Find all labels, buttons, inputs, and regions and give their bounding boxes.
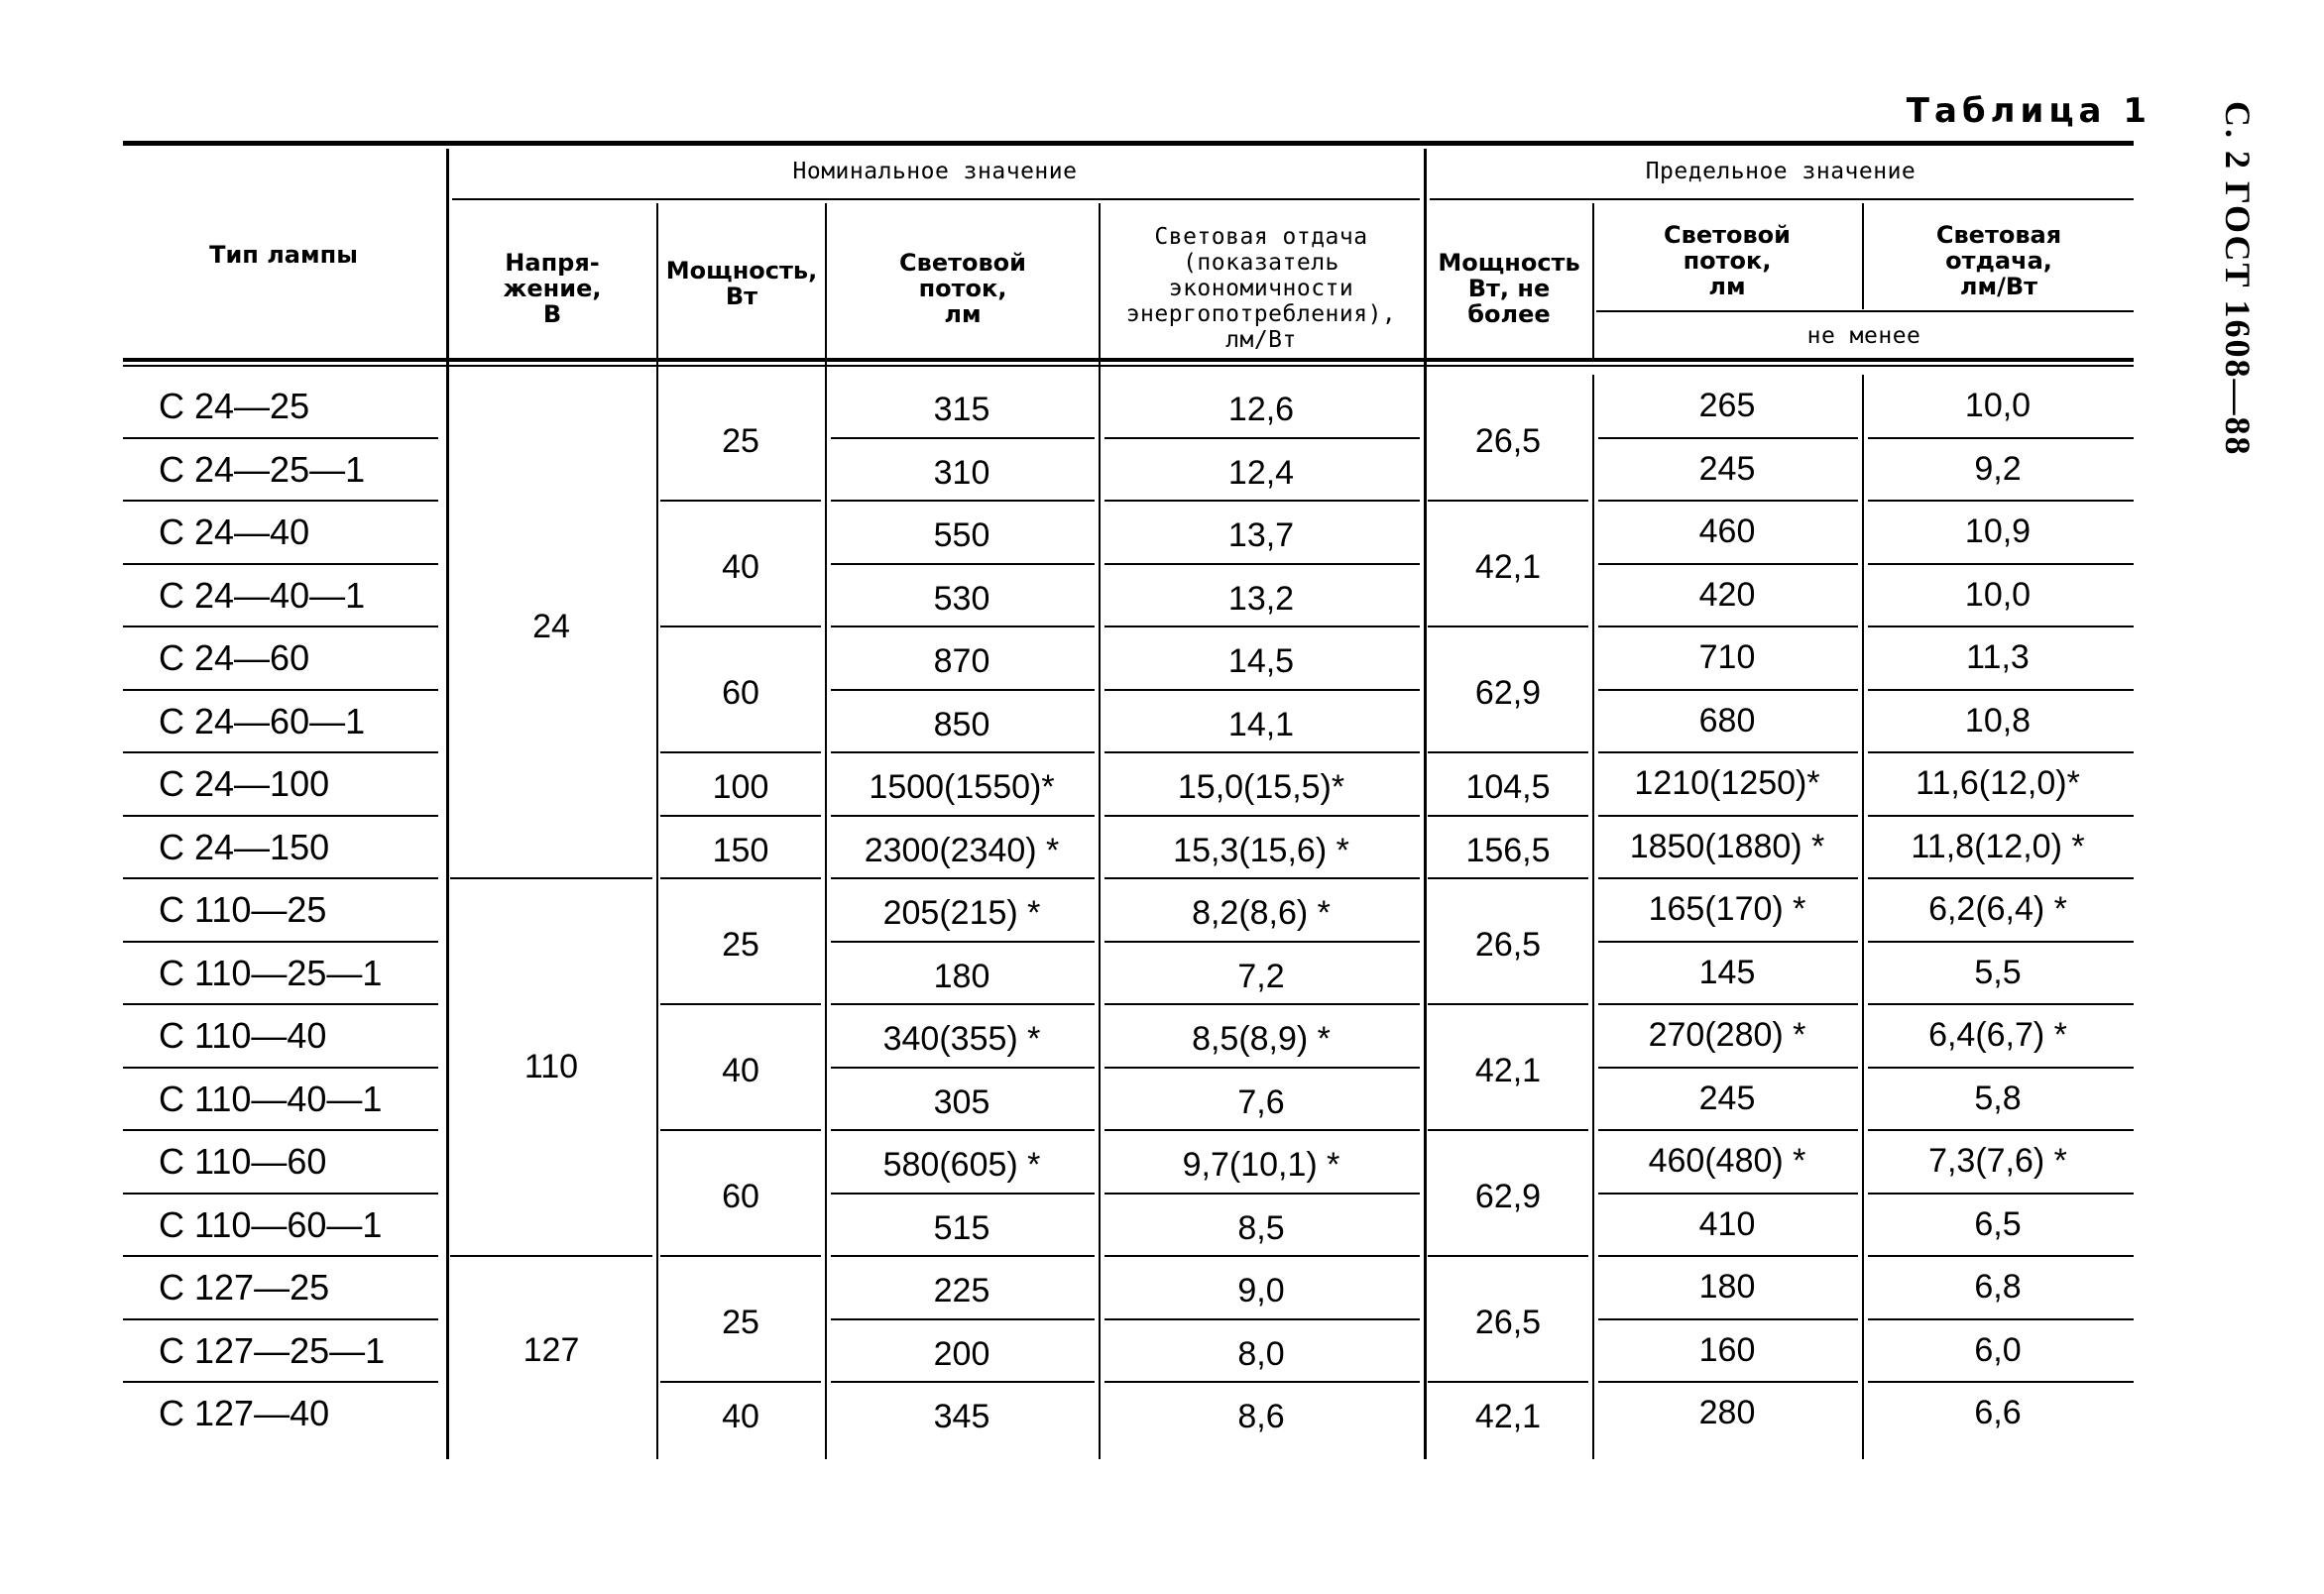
efficacy-cell: 8,5: [1237, 1208, 1285, 1247]
power-max-cell: 62,9: [1474, 1178, 1542, 1215]
efficacy-cell: 8,0: [1237, 1334, 1285, 1373]
efficacy-min-cell: 10,9: [1964, 512, 2032, 550]
rule-efficacy-min-head: [1862, 203, 1864, 309]
power-cell: 25: [722, 422, 759, 460]
power-max-cell: 104,5: [1465, 768, 1551, 806]
header-lamp-type: Тип лампы: [209, 241, 358, 269]
efficacy-cell: 14,5: [1227, 642, 1295, 680]
flux-min-cell: 270(280) *: [1648, 1016, 1806, 1054]
flux-cell: 550: [933, 516, 990, 554]
lamp-type-cell: С 24—40—1: [159, 574, 366, 616]
lamp-type-cell: С 110—25: [159, 889, 327, 930]
header-power: Мощность, Вт: [665, 257, 818, 310]
voltage-cell: 24: [532, 608, 570, 645]
flux-cell: 345: [933, 1398, 990, 1435]
header-nominal: Номинальное значение: [792, 159, 1078, 184]
efficacy-min-cell: 10,0: [1964, 387, 2032, 424]
efficacy-cell: 8,6: [1237, 1398, 1285, 1435]
table-caption: Таблица 1: [1906, 91, 2151, 131]
power-cell: 40: [722, 1052, 759, 1089]
flux-min-cell: 420: [1698, 575, 1756, 614]
flux-cell: 315: [933, 391, 990, 428]
lamp-type-cell: С 24—60—1: [159, 700, 366, 741]
lamp-type-cell: С 24—25: [159, 386, 310, 426]
lamp-type-cell: С 110—25—1: [159, 952, 383, 993]
flux-cell: 2300(2340) *: [864, 831, 1060, 869]
flux-cell: 200: [933, 1334, 990, 1373]
efficacy-min-cell: 6,5: [1974, 1204, 2022, 1243]
voltage-cell: 110: [523, 1048, 579, 1085]
efficacy-cell: 12,4: [1227, 453, 1295, 492]
header-efficacy-min: Световая отдача, лм/Вт: [1935, 221, 2062, 300]
efficacy-min-cell: 10,8: [1964, 701, 2032, 740]
efficacy-cell: 15,0(15,5)*: [1177, 768, 1345, 806]
efficacy-cell: 7,6: [1237, 1082, 1285, 1121]
top-rule: [123, 141, 2134, 146]
efficacy-min-cell: 11,3: [1966, 638, 2030, 676]
power-cell: 25: [722, 1304, 759, 1341]
efficacy-cell: 13,7: [1227, 516, 1295, 554]
efficacy-cell: 13,2: [1227, 579, 1295, 618]
power-cell: 40: [722, 1398, 759, 1435]
header-not-less: не менее: [1806, 323, 1921, 349]
efficacy-min-cell: 11,8(12,0) *: [1911, 827, 2085, 865]
header-power-max: Мощность Вт, не более: [1438, 249, 1580, 328]
flux-min-cell: 1850(1880) *: [1629, 827, 1825, 865]
efficacy-min-cell: 9,2: [1974, 449, 2022, 488]
header-voltage: Напря- жение, В: [503, 249, 602, 328]
rule-flux-min-head: [1592, 203, 1594, 359]
lamp-type-cell: С 110—40—1: [159, 1078, 383, 1119]
efficacy-cell: 8,5(8,9) *: [1192, 1020, 1331, 1058]
flux-min-cell: 245: [1698, 449, 1756, 488]
flux-min-cell: 410: [1698, 1204, 1756, 1243]
header-limit: Предельное значение: [1645, 159, 1917, 184]
flux-min-cell: 145: [1698, 953, 1756, 991]
lamp-type-cell: С 24—25—1: [159, 448, 366, 490]
efficacy-min-cell: 6,2(6,4) *: [1928, 890, 2067, 928]
efficacy-min-cell: 5,8: [1974, 1079, 2022, 1117]
power-max-cell: 26,5: [1474, 1304, 1542, 1341]
flux-min-cell: 680: [1698, 701, 1756, 740]
limit-underline: [1430, 198, 2134, 200]
flux-cell: 580(605) *: [882, 1146, 1041, 1184]
lamp-type-cell: С 110—60: [159, 1141, 327, 1182]
lamp-type-cell: С 127—25—1: [159, 1329, 386, 1371]
voltage-cell: 127: [523, 1331, 580, 1369]
header-bottom-rule: [123, 358, 2134, 362]
power-cell: 150: [712, 831, 769, 869]
efficacy-min-cell: 7,3(7,6) *: [1928, 1142, 2067, 1180]
flux-min-cell: 160: [1698, 1330, 1756, 1369]
efficacy-min-cell: 6,6: [1974, 1394, 2022, 1431]
flux-cell: 530: [933, 579, 990, 618]
flux-cell: 515: [933, 1208, 990, 1247]
header-efficacy: Световая отдача (показатель экономичности энергопотребления), лм/Вт: [1125, 224, 1397, 353]
power-max-cell: 26,5: [1474, 926, 1542, 964]
flux-cell: 1500(1550)*: [869, 768, 1055, 806]
flux-min-cell: 165(170) *: [1648, 890, 1806, 928]
power-max-cell: 42,1: [1474, 548, 1542, 586]
flux-cell: 870: [933, 642, 990, 680]
power-max-cell: 42,1: [1474, 1052, 1542, 1089]
flux-min-cell: 280: [1698, 1394, 1756, 1431]
flux-cell: 225: [933, 1272, 990, 1309]
power-cell: 40: [722, 548, 759, 586]
efficacy-cell: 8,2(8,6) *: [1192, 894, 1331, 932]
flux-min-cell: 460: [1698, 512, 1756, 550]
not-less-rule: [1596, 310, 2134, 312]
header-flux: Световой поток, лм: [899, 249, 1026, 328]
efficacy-min-cell: 10,0: [1964, 575, 2032, 614]
lamp-type-cell: С 110—60—1: [159, 1203, 383, 1245]
efficacy-cell: 12,6: [1227, 391, 1295, 428]
efficacy-cell: 15,3(15,6) *: [1173, 831, 1349, 869]
flux-min-cell: 460(480) *: [1648, 1142, 1806, 1180]
header-bottom-rule-2: [123, 365, 2134, 367]
flux-cell: 850: [933, 705, 990, 743]
nominal-underline: [452, 198, 1420, 200]
flux-min-cell: 265: [1698, 387, 1756, 424]
efficacy-cell: 7,2: [1237, 957, 1285, 995]
page-side-label: С. 2 ГОСТ 1608—88: [2218, 101, 2258, 457]
power-cell: 60: [722, 1178, 759, 1215]
power-cell: 60: [722, 674, 759, 712]
lamp-type-cell: С 127—25: [159, 1267, 330, 1308]
flux-min-cell: 245: [1698, 1079, 1756, 1117]
flux-min-cell: 710: [1698, 638, 1756, 676]
flux-cell: 310: [933, 453, 990, 492]
efficacy-min-cell: 6,0: [1974, 1330, 2022, 1369]
lamp-type-cell: С 24—150: [159, 826, 330, 867]
efficacy-cell: 9,0: [1237, 1272, 1285, 1309]
flux-min-cell: 1210(1250)*: [1634, 764, 1820, 802]
efficacy-min-cell: 5,5: [1974, 953, 2022, 991]
flux-cell: 180: [933, 957, 990, 995]
power-cell: 100: [712, 768, 769, 806]
power-max-cell: 62,9: [1474, 674, 1542, 712]
power-max-cell: 156,5: [1465, 831, 1551, 869]
lamp-type-cell: С 110—40: [159, 1015, 327, 1056]
flux-cell: 305: [933, 1082, 990, 1121]
power-max-cell: 26,5: [1474, 422, 1542, 460]
efficacy-min-cell: 6,8: [1974, 1268, 2022, 1306]
flux-cell: 205(215) *: [882, 894, 1041, 932]
efficacy-min-cell: 11,6(12,0)*: [1916, 764, 2080, 802]
lamp-type-cell: С 24—100: [159, 763, 330, 804]
flux-min-cell: 180: [1698, 1268, 1756, 1306]
power-cell: 25: [722, 926, 759, 964]
lamp-type-cell: С 24—60: [159, 637, 310, 678]
power-max-cell: 42,1: [1474, 1398, 1542, 1435]
lamp-type-cell: С 127—40: [159, 1393, 330, 1433]
efficacy-cell: 14,1: [1227, 705, 1295, 743]
lamp-type-cell: С 24—40: [159, 512, 310, 552]
efficacy-cell: 9,7(10,1) *: [1182, 1146, 1340, 1184]
flux-cell: 340(355) *: [882, 1020, 1041, 1058]
header-flux-min: Световой поток, лм: [1664, 221, 1791, 300]
efficacy-min-cell: 6,4(6,7) *: [1928, 1016, 2067, 1054]
